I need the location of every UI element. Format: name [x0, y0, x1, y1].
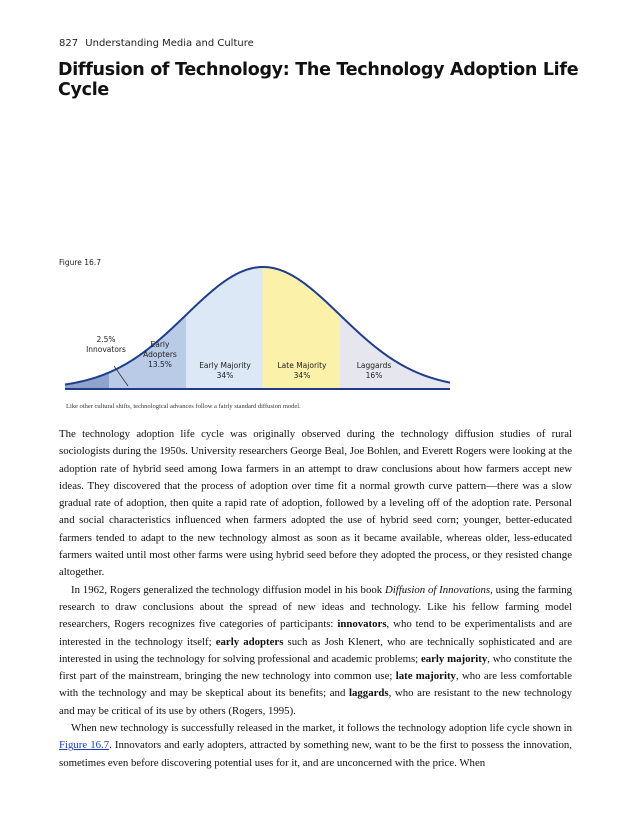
- paragraph: [59, 582, 572, 720]
- innovators-label: 2.5%: [96, 335, 116, 344]
- adoption-curve-figure: [60, 262, 455, 397]
- key-term: early adopters: [215, 635, 284, 648]
- key-term: innovators: [337, 618, 387, 631]
- figure-link[interactable]: Figure 16.7: [59, 739, 110, 752]
- early-majority-label: Early Majority: [199, 361, 251, 370]
- text-run: In 1962, Rogers generalized the technology diffusion model in his book: [71, 583, 385, 596]
- text-run: , using the farming research to draw conclusions about the spread of new ideas and technology. Like his fellow farming model researchers, Rogers recognizes five categories of participants:: [59, 583, 572, 631]
- text-run: , who are resistant to the new technology and may be critical of its use by others (Rogers, 1995).: [59, 687, 573, 717]
- text-run: , who constitute the first part of the mainstream, bringing the new technology into common use;: [59, 652, 572, 683]
- early-adopters-label: Early: [150, 340, 170, 349]
- early-majority-label: 34%: [216, 371, 234, 380]
- late-majority-label: 34%: [293, 371, 311, 380]
- running-header: [59, 38, 254, 49]
- text-run: . Innovators and early adopters, attracted by something new, want to be the first to possess the innovation, sometimes even before discovering potential uses for it, and are unconcerned with the price. When: [59, 739, 572, 769]
- laggards-label: Laggards: [356, 361, 392, 370]
- innovators-label: Innovators: [86, 345, 126, 354]
- section-title: Diffusion of Technology: The Technology Adoption Life Cycle: [58, 60, 579, 100]
- key-term: early majority: [420, 652, 488, 665]
- key-term: late majority: [395, 670, 456, 683]
- text-run: The technology adoption life cycle was originally observed during the technology diffusion studies of rural sociologists during the 1950s. University researchers George Beal, Joe Bohlen, and Everett Rogers were looking at the adoption rate of hybrid seed among Iowa farmers in an attempt to draw conclusions about how farmers accept new ideas. They discovered that the process of adoption over time fit a normal growth curve pattern—there was a slow gradual rate of adoption, then quite a rapid rate of adoption, followed by a leveling off of the adoption rate. Personal and social characteristics influenced when farmers adopted the use of hybrid seed corn; younger, better-educated farmers tended to adapt to the new technology almost as soon as it became available, whereas older, less-educated farmers waited until most other farms were using hybrid seed before they adopted the process, or they resisted change altogether.: [59, 428, 572, 579]
- paragraph: [59, 720, 572, 772]
- early-adopters-label: Adopters: [143, 350, 177, 359]
- early-adopters-label: 13.5%: [148, 360, 172, 369]
- book-title: Understanding Media and Culture: [85, 38, 254, 49]
- text-run: such as Josh Klenert, who are technically sophisticated and are interested in using the technology for solving professional and academic problems;: [59, 635, 572, 665]
- text-run: Diffusion of Innovations: [384, 583, 491, 596]
- text-run: , who tend to be experimentalists and are interested in the technology itself;: [59, 618, 572, 648]
- body-text: [59, 426, 572, 772]
- late-majority-label: Late Majority: [277, 361, 327, 370]
- laggards-label: 16%: [365, 371, 383, 380]
- figure-caption: Like other cultural shifts, technological advances follow a fairly standard diffusion model.: [66, 403, 301, 410]
- key-term: laggards: [349, 687, 389, 700]
- text-run: When new technology is successfully released in the market, it follows the technology adoption life cycle shown in: [71, 722, 572, 735]
- text-run: , who are less comfortable with the technology and may be skeptical about its benefits; and: [59, 670, 572, 700]
- paragraph: [59, 426, 572, 582]
- figure-label: Figure 16.7: [59, 258, 101, 267]
- page-number: 827: [59, 38, 79, 49]
